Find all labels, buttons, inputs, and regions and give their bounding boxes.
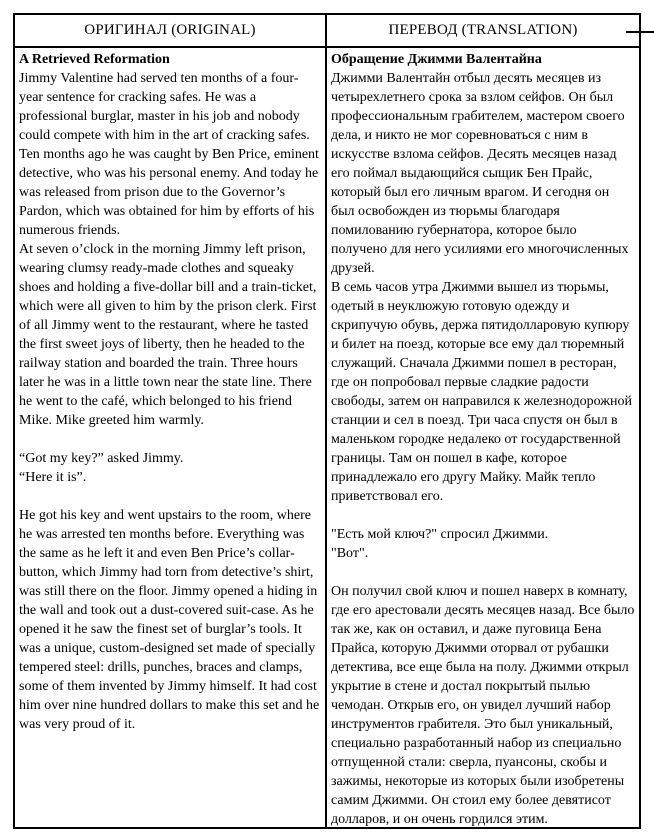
translation-text-cell <box>327 48 639 827</box>
header-cell-translation: ПЕРЕВОД (TRANSLATION) <box>388 22 578 38</box>
table-header-row <box>15 15 639 48</box>
original-paragraph-blank <box>19 487 321 506</box>
original-paragraph: “Here it is”. <box>19 470 87 485</box>
original-paragraph: He got his key and went upstairs to the room, where he was arrested ten months before. Everything was the same as he left it and even Ben Price’s collar-button, which Jimmy had torn from detective’s shirt, was still there on the floor. Jimmy opened a hiding in the wall and took out a dust-covered suit-case. As he opened it he saw the finest set of burglar’s tools. It was a unique, custom-designed set made of specially tempered steel: drills, punches, braces and clamps, some of them invented by Jimmy himself. It had cost him over nine hundred dollars to make this set and he was very proud of it. <box>19 508 320 732</box>
original-paragraph: Jimmy Valentine had served ten months of a four-year sentence for cracking safes. He was a professional burglar, master in his job and nobody could compete with him in the art of cracking safes. Ten months ago he was caught by Ben Price, eminent detective, who was his personal enemy. And today he was released from prison due to the Governor’s Pardon, which was obtained for him by efforts of his numerous friends. <box>19 71 319 238</box>
translation-title: Обращение Джимми Валентайна <box>331 52 542 67</box>
original-title: A Retrieved Reformation <box>19 52 170 67</box>
original-paragraph: At seven o’clock in the morning Jimmy left prison, wearing clumsy ready-made clothes and squeaky shoes and holding a five-dollar bill and a train-ticket, which were all given to him by the prison clerk. First of all Jimmy went to the restaurant, where he tasted the first sweet joys of liberty, then he headed to the railway station and boarded the train. Three hours later he was in a little town near the state line. There he went to the café, which belonged to his friend Mike. Mike greeted him warmly. <box>19 242 317 428</box>
table-body-row <box>15 48 639 827</box>
translation-paragraph: "Есть мой ключ?" спросил Джимми. <box>331 527 549 542</box>
translation-comparison-table <box>13 13 641 829</box>
original-paragraph: “Got my key?” asked Jimmy. <box>19 451 184 466</box>
header-cell-original: ОРИГИНАЛ (ORIGINAL) <box>15 15 327 46</box>
header-separator-overhang <box>626 31 654 33</box>
translation-paragraph: "Вот". <box>331 546 369 561</box>
translation-paragraph: Джимми Валентайн отбыл десять месяцев из четырехлетнего срока за взлом сейфов. Он был профессиональным грабителем, мастером своего дела, и никто не мог соревноваться с ним в искусстве взлома сейфов. Десять месяцев назад его поймал выдающийся сыщик Бен Прайс, который был его личным врагом. И сегодня он был освобожден из тюрьмы благодаря помилованию губернатора, которое было получено для него усилиями его многочисленных друзей. <box>331 71 629 276</box>
original-text-cell <box>15 48 327 827</box>
translation-paragraph-blank <box>331 563 635 582</box>
translation-paragraph: В семь часов утра Джимми вышел из тюрьмы, одетый в неуклюжую готовую одежду и скрипучую обувь, держа пятидолларовую купюру и билет на поезд, которые все ему дал тюремный служащий. Сначала Джимми пошел в ресторан, где он попробовал первые сладкие радости свободы, затем он направился к железнодорожной станции и сел в поезд. Три часа спустя он был в маленьком городке недалеко от государственной границы. Там он пошел в кафе, которое принадлежало его другу Майку. Майк тепло приветствовал его. <box>331 280 632 504</box>
original-paragraph-blank <box>19 430 321 449</box>
translation-paragraph-blank <box>331 506 635 525</box>
translation-paragraph: Он получил свой ключ и пошел наверх в комнату, где его арестовали десять месяцев назад. Все было так же, как он оставил, и даже пуговица Бена Прайса, которую Джимми оторвал от рубашки детектива, все еще была на полу. Джимми открыл укрытие в стене и достал покрытый пылью чемодан. Открыв его, он увидел лучший набор инструментов грабителя. Это был уникальный, специально разработанный набор из специально отпущенной стали: сверла, пуансоны, скобы и зажимы, некоторые из которых были изобретены самим Джимми. Он стоил ему более девятисот долларов, и он очень гордился этим. <box>331 584 635 827</box>
